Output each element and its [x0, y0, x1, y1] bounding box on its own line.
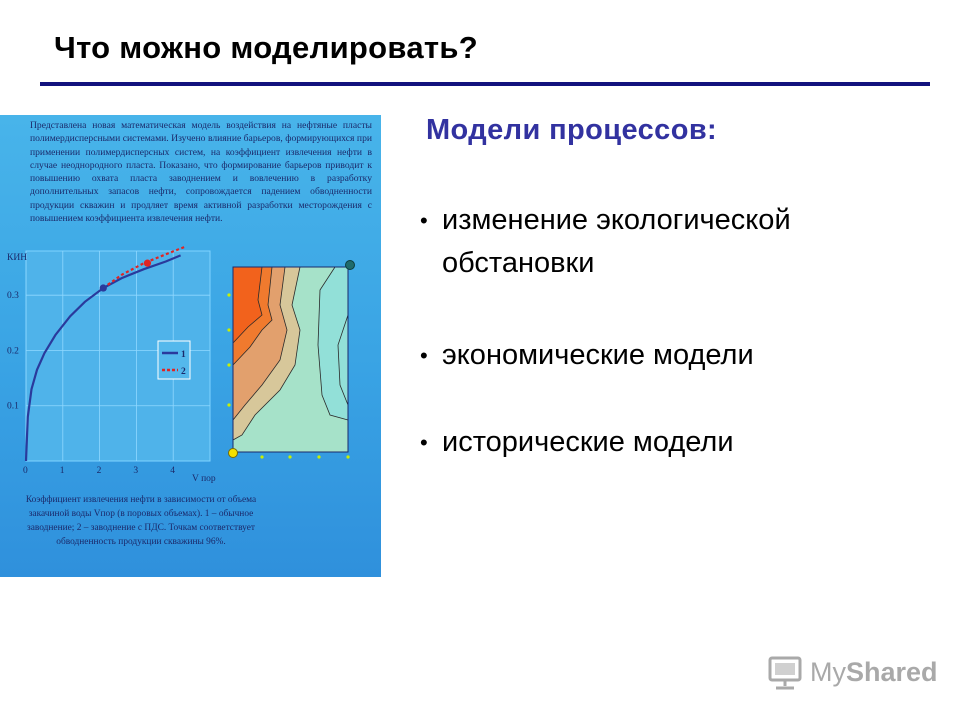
x-tick-label: 0 [23, 466, 28, 476]
bullet-dot-icon: • [420, 208, 428, 233]
y-tick-label: 0.3 [7, 291, 19, 302]
y-tick-label: 0.1 [7, 401, 19, 412]
watermark-prefix: My [810, 657, 846, 687]
figure-abstract: Представлена новая математическая модель воздействия на нефтяные пласты полимердисперсными системами. Изучено влияние барьеров, формирующихся при применении полимердисперсных систем, на коэффициент извлечения нефти в случае неоднородного пласта. Показано, что формирование барьеров приводит к повышению охвата пласта заводнением и вовлечению в разработку дополнительных запасов нефти, сопровождается падением обводненности продукции скважин и продляет время активной разработки месторождения с повышением коэффициента извлечения нефти. [30, 120, 372, 225]
legend-label-1: 1 [181, 350, 186, 360]
title-underline [40, 82, 930, 86]
bullet-item-3 [420, 421, 910, 464]
well-marker-producer [346, 261, 355, 270]
x-axis-label: V пор [192, 474, 216, 484]
presentation-board-icon [766, 656, 806, 692]
x-tick-label: 4 [170, 466, 175, 476]
bullet-item-1 [420, 199, 910, 285]
research-figure [0, 115, 381, 577]
bullet-text-2: экономические модели [442, 339, 754, 371]
bullet-dot-icon: • [420, 430, 428, 455]
y-tick-label: 0.2 [7, 346, 19, 357]
bullet-dot-icon: • [420, 343, 428, 368]
slide-title: Что можно моделировать? [54, 30, 478, 65]
contour-map [227, 261, 354, 459]
x-tick-label: 1 [59, 466, 65, 476]
bullet-item-2 [420, 334, 910, 377]
myshared-watermark [766, 654, 936, 694]
legend-label-2: 2 [181, 367, 186, 377]
bullet-text-1a: изменение экологической [442, 204, 791, 236]
section-heading: Модели процессов: [426, 114, 718, 146]
water-cut-point-1 [100, 284, 107, 291]
y-axis-label: КИН [7, 253, 28, 263]
bullet-text-1b: обстановки [442, 247, 595, 279]
x-tick-label: 2 [96, 466, 102, 476]
well-marker-injector [229, 449, 238, 458]
figure-caption: Коэффициент извлечения нефти в зависимости от объема закачиной воды Vпор (в поровых объемах). 1 – обычное заводнение; 2 – заводнение с ПДС. Точкам соответствует обводненность продукции скважины 96%. [25, 495, 257, 547]
bullet-text-3: исторические модели [442, 426, 734, 458]
watermark-suffix: Shared [846, 657, 938, 687]
water-cut-point-2 [144, 260, 151, 267]
x-tick-label: 3 [133, 466, 139, 476]
